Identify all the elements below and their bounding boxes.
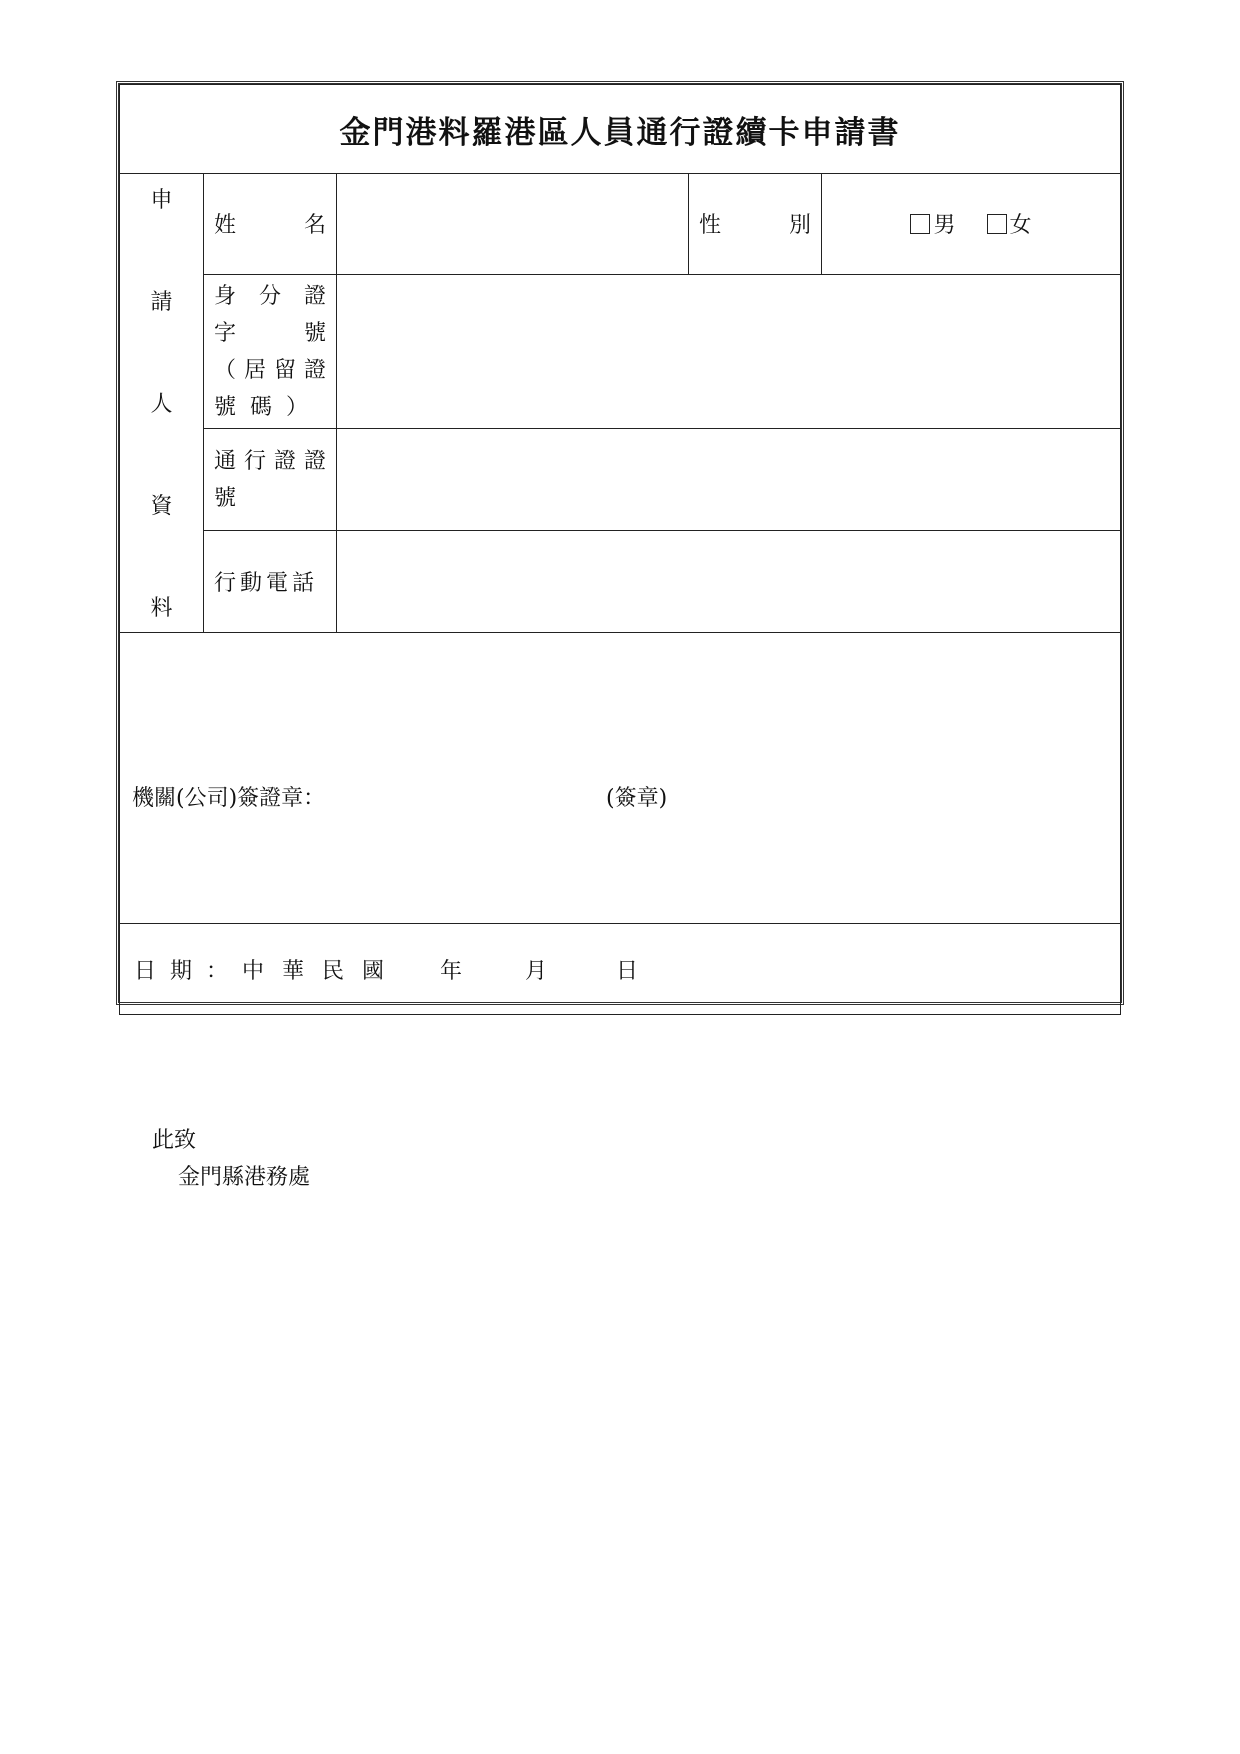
label-char: 姓	[214, 213, 237, 239]
mobile-label	[204, 531, 337, 633]
label-char: 證	[303, 357, 326, 383]
date-row	[120, 924, 1121, 1015]
label-char: （	[214, 357, 237, 383]
section-char: 料	[150, 596, 173, 621]
closing-recipient: 金門縣港務處	[178, 1165, 311, 1190]
application-form	[116, 81, 1124, 1005]
form-title: 金門港料羅港區人員通行證續卡申請書	[339, 114, 901, 151]
date-prefix: 日期：	[134, 959, 243, 984]
id-number-label	[204, 274, 337, 429]
form-table	[119, 84, 1121, 1015]
pass-number-field[interactable]	[337, 429, 1121, 531]
label-char: 號	[303, 320, 326, 346]
date-era: 中華民國	[242, 959, 403, 984]
date-year-label: 年	[440, 959, 463, 984]
label-char: 留	[273, 357, 296, 383]
label-char: 名	[303, 213, 326, 239]
pass-number-label	[204, 429, 337, 531]
label-char: 字	[214, 320, 237, 346]
id-number-field[interactable]	[337, 274, 1121, 429]
closing-salutation: 此致	[152, 1128, 197, 1153]
label-char: 證	[303, 448, 326, 474]
gender-option-female[interactable]	[987, 208, 1032, 239]
section-char: 人	[150, 392, 173, 417]
gender-field	[822, 174, 1121, 275]
name-field[interactable]	[337, 174, 689, 275]
signature-note: (簽章)	[606, 786, 668, 811]
label-char: 性	[699, 213, 722, 239]
applicant-section-label	[120, 174, 204, 633]
mobile-field[interactable]	[337, 531, 1121, 633]
stamp-label: 機關(公司)簽證章：	[132, 786, 326, 811]
label-char: 證	[273, 448, 296, 474]
label-char: 別	[788, 213, 811, 239]
date-month-label: 月	[525, 959, 548, 984]
label-char: 號	[214, 394, 237, 420]
title-cell	[120, 85, 1121, 174]
gender-option-male[interactable]	[910, 208, 955, 239]
label-char: 居	[243, 357, 266, 383]
stamp-area[interactable]	[120, 633, 1121, 924]
section-char: 申	[150, 188, 173, 213]
label-char: 身	[214, 283, 237, 309]
label-char: 通	[214, 448, 237, 474]
label-char: 行	[243, 448, 266, 474]
male-label: 男	[933, 213, 956, 239]
mobile-label-text: 行動電話	[214, 571, 319, 597]
female-label: 女	[1009, 213, 1032, 239]
label-char: 證	[303, 283, 326, 309]
female-checkbox[interactable]	[987, 214, 1007, 234]
label-char: 號	[214, 485, 237, 511]
label-char: ）	[286, 394, 309, 420]
section-char: 資	[150, 494, 173, 519]
male-checkbox[interactable]	[910, 214, 930, 234]
section-char: 請	[150, 290, 173, 315]
date-day-label: 日	[616, 959, 639, 984]
label-char: 碼	[250, 394, 273, 420]
gender-label	[689, 174, 822, 275]
name-label	[204, 174, 337, 275]
closing-block	[152, 1122, 310, 1196]
label-char: 分	[258, 283, 281, 309]
